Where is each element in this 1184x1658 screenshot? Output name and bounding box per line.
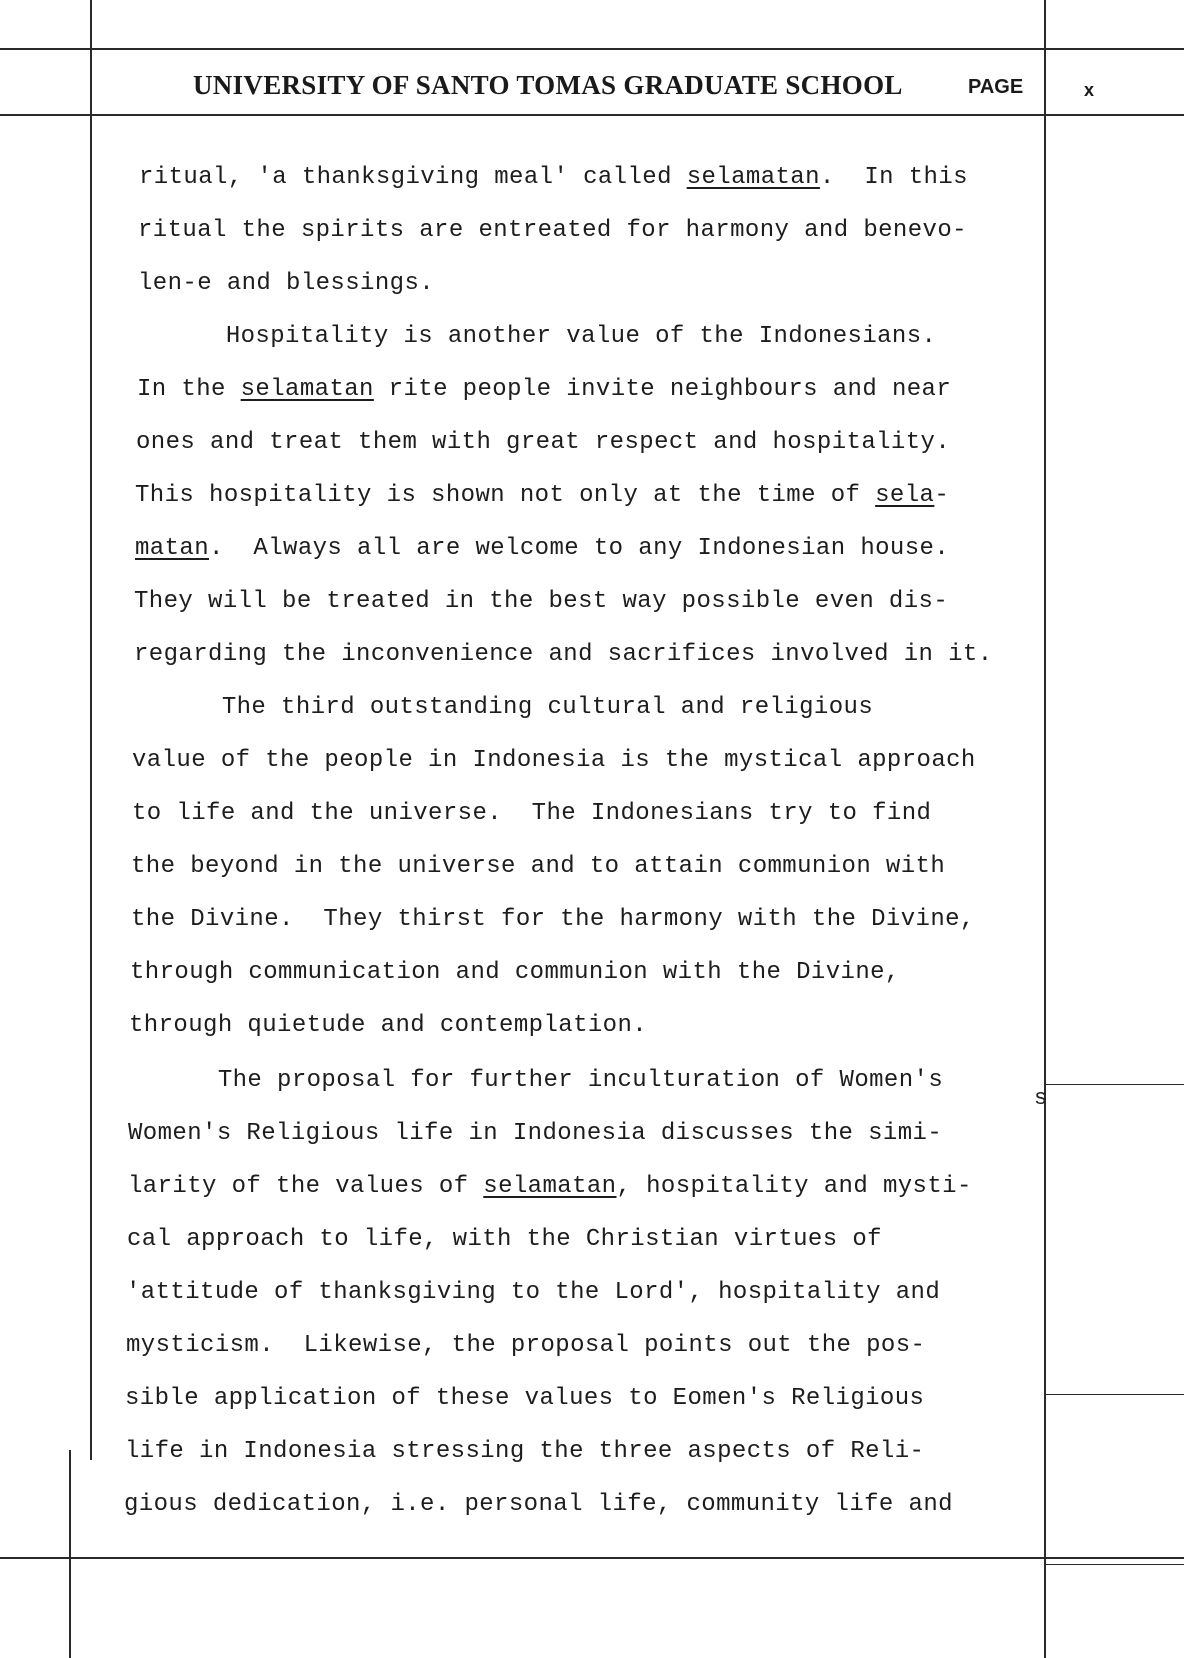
margin-tick-1: [1046, 1084, 1184, 1085]
text-line: [128, 1119, 942, 1149]
margin-mark: s: [1034, 1086, 1048, 1111]
text-segment: value of the people in Indonesia is the mystical approach: [132, 747, 976, 774]
footer-rule: [0, 1557, 1184, 1559]
text-segment: through quietude and contemplation.: [129, 1012, 648, 1039]
text-segment: ritual, 'a thanksgiving meal' called: [139, 164, 687, 191]
text-line: [131, 905, 975, 935]
text-line: [135, 534, 949, 564]
margin-tick-3: [1046, 1564, 1184, 1565]
text-line: [133, 693, 873, 723]
text-line: [124, 1490, 953, 1520]
left-vertical-rule: [90, 0, 92, 1460]
text-line: [137, 375, 951, 405]
text-segment: -: [934, 482, 950, 509]
text-segment: through communication and communion with the Divine,: [130, 959, 900, 986]
text-segment: the beyond in the universe and to attain communion with: [131, 853, 946, 880]
text-segment: to life and the universe. The Indonesians try to find: [132, 800, 932, 827]
text-line: [128, 1172, 972, 1202]
text-line: [130, 958, 900, 988]
text-line: [132, 799, 931, 829]
text-segment: mysticism. Likewise, the proposal points out the pos-: [126, 1332, 926, 1359]
text-line: [129, 1066, 943, 1096]
text-segment: rite people invite neighbours and near: [373, 376, 952, 403]
underlined-term: selamatan: [240, 376, 374, 403]
text-line: [131, 852, 945, 882]
text-segment: . Always all are welcome to any Indonesian house.: [209, 535, 950, 562]
text-segment: the Divine. They thirst for the harmony with the Divine,: [131, 906, 975, 933]
text-line: [127, 1225, 882, 1255]
text-line: [126, 1331, 925, 1361]
text-line: [125, 1437, 924, 1467]
text-segment: , hospitality and mysti-: [616, 1173, 972, 1200]
header-bottom-rule: [0, 114, 1184, 116]
text-segment: Women's Religious life in Indonesia discusses the simi-: [128, 1120, 943, 1147]
right-vertical-rule: [1044, 0, 1046, 1658]
text-segment: 'attitude of thanksgiving to the Lord', hospitality and: [126, 1279, 941, 1306]
header-title: UNIVERSITY OF SANTO TOMAS GRADUATE SCHOOL: [193, 70, 903, 100]
text-segment: . In this: [819, 164, 968, 191]
text-line: [138, 269, 434, 299]
margin-tick-2: [1046, 1394, 1184, 1395]
header-page-label: PAGE: [968, 76, 1024, 98]
underlined-term: selamatan: [483, 1173, 617, 1200]
text-line: [132, 746, 976, 776]
text-line: [129, 1011, 647, 1041]
underlined-term: matan: [135, 535, 210, 562]
text-segment: larity of the values of: [128, 1173, 484, 1200]
text-line: [136, 428, 950, 458]
text-line: [138, 216, 967, 246]
text-segment: sible application of these values to Eomen's Religious: [125, 1385, 925, 1412]
text-segment: Hospitality is another value of the Indonesians.: [137, 323, 937, 350]
header-page-number: x: [1084, 80, 1095, 100]
text-line: [139, 163, 968, 193]
text-segment: In the: [137, 376, 241, 403]
underlined-term: selamatan: [686, 164, 820, 191]
text-segment: They will be treated in the best way possible even dis-: [134, 588, 949, 615]
text-segment: The third outstanding cultural and religious: [133, 694, 874, 721]
text-line: [134, 640, 993, 670]
text-line: [126, 1278, 940, 1308]
text-line: [134, 587, 948, 617]
text-segment: The proposal for further inculturation of Women's: [129, 1067, 944, 1094]
header-top-rule: [0, 48, 1184, 50]
text-segment: cal approach to life, with the Christian virtues of: [127, 1226, 882, 1253]
text-line: [137, 322, 936, 352]
text-segment: regarding the inconvenience and sacrifices involved in it.: [134, 641, 993, 668]
left-vertical-rule-lower: [69, 1450, 71, 1658]
underlined-term: sela: [875, 482, 935, 509]
text-line: [135, 481, 949, 511]
text-segment: This hospitality is shown not only at the time of: [135, 482, 876, 509]
text-segment: ones and treat them with great respect and hospitality.: [136, 429, 951, 456]
text-segment: len-e and blessings.: [138, 270, 435, 297]
text-segment: life in Indonesia stressing the three aspects of Reli-: [125, 1438, 925, 1465]
text-segment: ritual the spirits are entreated for harmony and benevo-: [138, 217, 967, 244]
text-segment: gious dedication, i.e. personal life, community life and: [124, 1491, 953, 1518]
text-line: [125, 1384, 924, 1414]
